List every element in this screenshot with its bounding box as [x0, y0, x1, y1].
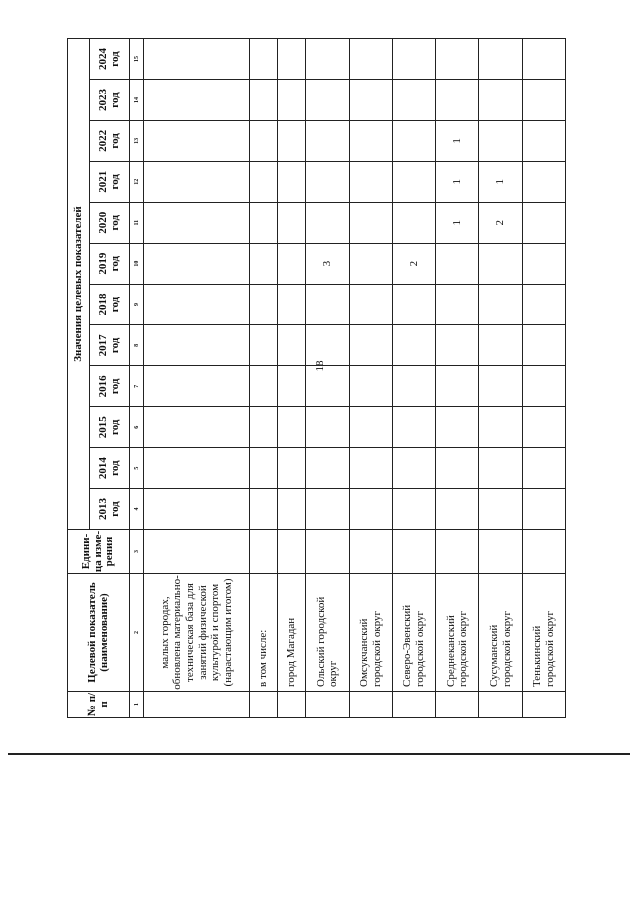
value-cell: [479, 325, 522, 366]
year-header: 2016 год: [90, 366, 130, 407]
year-header: 2018 год: [90, 284, 130, 325]
value-cell: [144, 325, 250, 366]
value-cell: [436, 325, 479, 366]
year-header: 2023 год: [90, 80, 130, 121]
page-number: 18: [314, 360, 326, 372]
value-cell: [144, 202, 250, 243]
col-header-indicator: Целевой показатель (наименование): [68, 574, 130, 692]
column-numbers-row: [130, 39, 144, 718]
year-header: 2015 год: [90, 407, 130, 448]
value-cell: [479, 120, 522, 161]
column-number: 13: [130, 120, 144, 161]
unit-cell: [522, 530, 565, 574]
row-number-cell: [250, 692, 278, 718]
table-row: [479, 39, 522, 718]
table-row: [306, 39, 349, 718]
value-cell: [306, 80, 349, 121]
value-cell: [392, 284, 435, 325]
value-cell: 2: [392, 243, 435, 284]
value-cell: 2: [479, 202, 522, 243]
value-cell: [250, 407, 278, 448]
value-cell: [392, 407, 435, 448]
unit-cell: [250, 530, 278, 574]
value-cell: [522, 202, 565, 243]
unit-cell: [349, 530, 392, 574]
column-number: 6: [130, 407, 144, 448]
unit-cell: [278, 530, 306, 574]
value-cell: [306, 325, 349, 366]
unit-cell: [479, 530, 522, 574]
unit-cell: [306, 530, 349, 574]
value-cell: [250, 366, 278, 407]
value-cell: [144, 366, 250, 407]
value-cell: [392, 120, 435, 161]
year-header: 2022 год: [90, 120, 130, 161]
indicator-name-cell: в том числе:: [250, 574, 278, 692]
value-cell: [436, 39, 479, 80]
value-cell: [522, 39, 565, 80]
row-number-cell: [522, 692, 565, 718]
column-number: 8: [130, 325, 144, 366]
value-cell: 1: [436, 120, 479, 161]
value-cell: [349, 448, 392, 489]
value-cell: [522, 448, 565, 489]
row-number-cell: [479, 692, 522, 718]
row-number-cell: [306, 692, 349, 718]
indicator-name-cell: Омсукчанский городской округ: [349, 574, 392, 692]
value-cell: [436, 407, 479, 448]
value-cell: [278, 80, 306, 121]
table-row: [522, 39, 565, 718]
value-cell: [306, 448, 349, 489]
value-cell: [436, 366, 479, 407]
value-cell: [522, 489, 565, 530]
table-row: [392, 39, 435, 718]
column-number: 11: [130, 202, 144, 243]
indicator-name-cell: Среднеканский городской округ: [436, 574, 479, 692]
row-number-cell: [436, 692, 479, 718]
value-cell: [250, 202, 278, 243]
value-cell: [278, 325, 306, 366]
col-header-num: № п/п: [68, 692, 130, 718]
value-cell: [349, 243, 392, 284]
value-cell: [144, 80, 250, 121]
value-cell: [250, 161, 278, 202]
value-cell: [278, 284, 306, 325]
value-cell: [479, 80, 522, 121]
value-cell: [278, 448, 306, 489]
value-cell: [349, 202, 392, 243]
indicator-name-cell: Сусуманский городской округ: [479, 574, 522, 692]
value-cell: [278, 243, 306, 284]
value-cell: [349, 161, 392, 202]
value-cell: [349, 80, 392, 121]
value-cell: [306, 161, 349, 202]
value-cell: [144, 407, 250, 448]
value-cell: [144, 448, 250, 489]
value-cell: 1: [479, 161, 522, 202]
table-row: [250, 39, 278, 718]
column-number: 3: [130, 530, 144, 574]
unit-cell: [392, 530, 435, 574]
value-cell: [392, 489, 435, 530]
table-row: [349, 39, 392, 718]
unit-cell: [436, 530, 479, 574]
value-cell: [250, 448, 278, 489]
row-number-cell: [392, 692, 435, 718]
value-cell: [349, 284, 392, 325]
value-cell: [250, 120, 278, 161]
indicator-name-cell: город Магадан: [278, 574, 306, 692]
value-cell: [436, 80, 479, 121]
value-cell: [479, 39, 522, 80]
value-cell: [278, 39, 306, 80]
value-cell: [144, 120, 250, 161]
value-cell: [522, 161, 565, 202]
value-cell: [306, 284, 349, 325]
value-cell: [306, 39, 349, 80]
value-cell: [278, 489, 306, 530]
value-cell: [306, 489, 349, 530]
value-cell: [278, 407, 306, 448]
value-cell: [250, 243, 278, 284]
column-number: 15: [130, 39, 144, 80]
value-cell: [522, 120, 565, 161]
value-cell: [392, 448, 435, 489]
table-row: [278, 39, 306, 718]
value-cell: [392, 161, 435, 202]
value-cell: 3: [306, 243, 349, 284]
column-number: 5: [130, 448, 144, 489]
value-cell: [278, 161, 306, 202]
value-cell: [250, 80, 278, 121]
column-number: 10: [130, 243, 144, 284]
value-cell: [278, 120, 306, 161]
value-cell: [278, 366, 306, 407]
year-header: 2014 год: [90, 448, 130, 489]
value-cell: [479, 284, 522, 325]
value-cell: [522, 407, 565, 448]
year-header: 2020 год: [90, 202, 130, 243]
value-cell: [278, 202, 306, 243]
unit-cell: [144, 530, 250, 574]
target-indicators-table: [67, 38, 566, 718]
value-cell: [392, 366, 435, 407]
value-cell: [436, 448, 479, 489]
value-cell: [144, 284, 250, 325]
value-cell: [479, 407, 522, 448]
indicator-name-cell: малых городах, обновлена материально-техническая база для занятий физической культурой и спортом (нарастающим итогом): [144, 574, 250, 692]
value-cell: [392, 202, 435, 243]
value-cell: [479, 243, 522, 284]
value-cell: [522, 80, 565, 121]
col-header-values-group: Значения целевых показателей: [68, 39, 90, 530]
value-cell: [250, 489, 278, 530]
column-number: 9: [130, 284, 144, 325]
column-number: 12: [130, 161, 144, 202]
value-cell: [144, 489, 250, 530]
value-cell: [306, 202, 349, 243]
value-cell: [522, 284, 565, 325]
value-cell: [479, 489, 522, 530]
value-cell: 1: [436, 202, 479, 243]
column-number: 4: [130, 489, 144, 530]
value-cell: [349, 325, 392, 366]
value-cell: [392, 39, 435, 80]
value-cell: 1: [436, 161, 479, 202]
value-cell: [479, 366, 522, 407]
value-cell: [306, 120, 349, 161]
row-number-cell: [349, 692, 392, 718]
value-cell: [144, 161, 250, 202]
rotated-table-container: [67, 38, 566, 718]
value-cell: [392, 325, 435, 366]
indicator-name-cell: Северо-Эвенский городской округ: [392, 574, 435, 692]
value-cell: [349, 120, 392, 161]
year-header: 2017 год: [90, 325, 130, 366]
table-row: [436, 39, 479, 718]
value-cell: [349, 489, 392, 530]
year-header: 2024 год: [90, 39, 130, 80]
year-header: 2021 год: [90, 161, 130, 202]
col-header-unit: Едини-ца изме-рения: [68, 530, 130, 574]
value-cell: [349, 407, 392, 448]
value-cell: [436, 284, 479, 325]
column-number: 7: [130, 366, 144, 407]
value-cell: [349, 39, 392, 80]
row-number-cell: [144, 692, 250, 718]
value-cell: [436, 243, 479, 284]
column-number: 1: [130, 692, 144, 718]
value-cell: [144, 39, 250, 80]
value-cell: [250, 325, 278, 366]
value-cell: [522, 243, 565, 284]
column-number: 2: [130, 574, 144, 692]
value-cell: [522, 366, 565, 407]
value-cell: [250, 284, 278, 325]
value-cell: [250, 39, 278, 80]
column-number: 14: [130, 80, 144, 121]
year-header: 2019 год: [90, 243, 130, 284]
row-number-cell: [278, 692, 306, 718]
value-cell: [392, 80, 435, 121]
value-cell: [306, 407, 349, 448]
value-cell: [144, 243, 250, 284]
value-cell: [306, 366, 349, 407]
indicator-name-cell: Тенькинский городской округ: [522, 574, 565, 692]
value-cell: [522, 325, 565, 366]
year-header: 2013 год: [90, 489, 130, 530]
table-row: [144, 39, 250, 718]
indicator-name-cell: Ольский городской округ: [306, 574, 349, 692]
value-cell: [479, 448, 522, 489]
page-divider-line: [8, 753, 630, 755]
value-cell: [349, 366, 392, 407]
value-cell: [436, 489, 479, 530]
